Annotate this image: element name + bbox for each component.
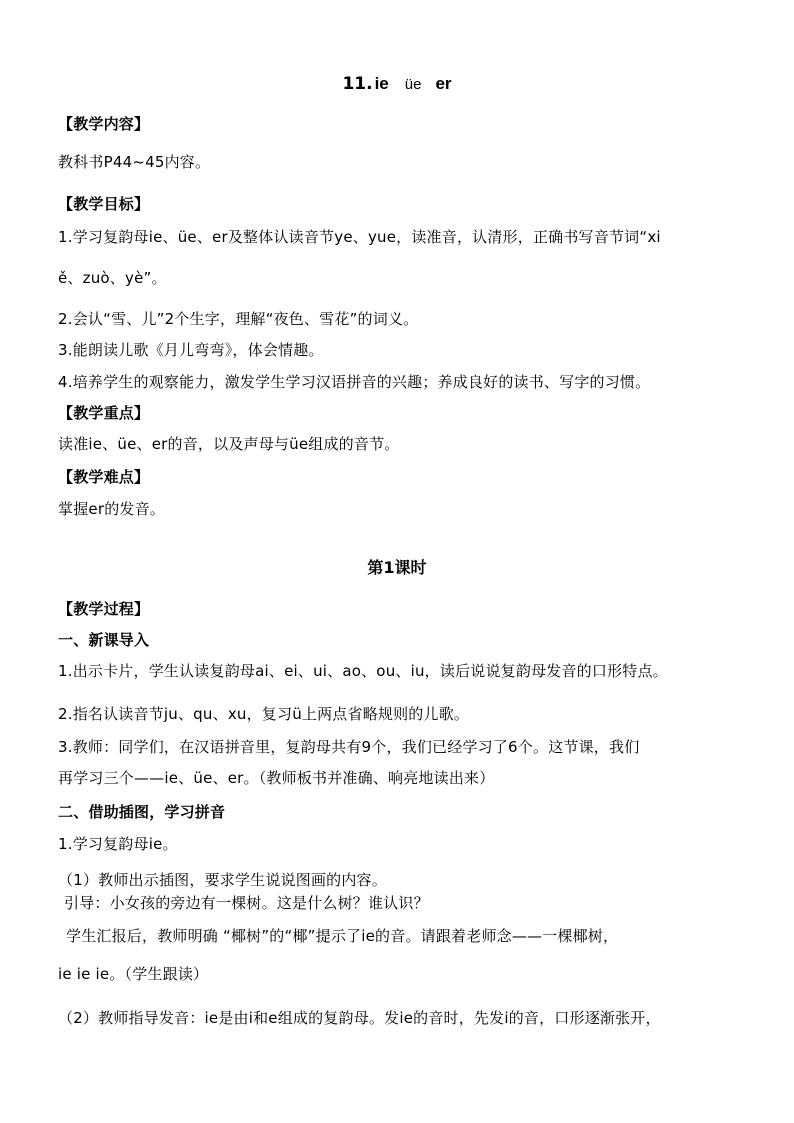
goals-heading: 【教学目标】 <box>58 195 150 213</box>
part-1-item-3-line-2: 再学习三个——ie、üe、er。（教师板书并准确、响亮地读出来） <box>58 769 495 787</box>
title-number: 11. <box>342 74 373 94</box>
part-2-step-1: （1）教师出示插图，要求学生说说图画的内容。 <box>58 871 387 889</box>
part-2-item-1: 1.学习复韵母ie。 <box>58 835 178 853</box>
part-2-heading: 二、借助插图，学习拼音 <box>58 803 226 821</box>
goal-1-line-1: 1.学习复韵母ie、üe、er及整体认读音节ye、yue，读准音，认清形，正确书写音节词“xi <box>58 228 661 246</box>
part-2-report-line-2: ie ie ie。（学生跟读） <box>58 965 209 983</box>
goal-3: 3.能朗读儿歌《月儿弯弯》，体会情趣。 <box>58 341 324 359</box>
goal-2: 2.会认“雪、儿”2个生字，理解“夜色、雪花”的词义。 <box>58 310 419 328</box>
part-1-item-2: 2.指名认读音节ju、qu、xu，复习ü上两点省略规则的儿歌。 <box>58 705 470 723</box>
key-text: 读准ie、üe、er的音，以及声母与üe组成的音节。 <box>58 435 400 453</box>
title-pinyin-er: er <box>435 74 452 93</box>
goal-1-line-2: ě、zuò、yè”。 <box>58 269 167 287</box>
title-pinyin-ue: üe <box>404 76 422 93</box>
part-2-report-line-1: 学生汇报后，教师明确 “椰树”的“椰”提示了ie的音。请跟着老师念——一棵椰树， <box>66 927 619 945</box>
key-heading: 【教学重点】 <box>58 404 150 422</box>
difficulty-text: 掌握er的发音。 <box>58 500 165 518</box>
document-title <box>0 70 794 98</box>
process-heading: 【教学过程】 <box>58 600 150 618</box>
content-text: 教科书P44~45内容。 <box>58 153 211 171</box>
part-2-guidance: 引导：小女孩的旁边有一棵树。这是什么树？谁认识？ <box>64 894 429 912</box>
part-2-step-2: （2）教师指导发音：ie是由i和e组成的复韵母。发ie的音时，先发i的音，口形逐渐张开， <box>58 1009 661 1027</box>
lesson-heading: 第1课时 <box>367 558 427 577</box>
content-heading: 【教学内容】 <box>58 115 150 133</box>
difficulty-heading: 【教学难点】 <box>58 468 150 486</box>
goal-4: 4.培养学生的观察能力，激发学生学习汉语拼音的兴趣；养成良好的读书、写字的习惯。 <box>58 373 651 391</box>
part-1-item-3-line-1: 3.教师：同学们，在汉语拼音里，复韵母共有9个，我们已经学习了6个。这节课，我们 <box>58 738 640 756</box>
title-pinyin-ie: ie <box>374 74 389 93</box>
part-1-item-1: 1.出示卡片，学生认读复韵母ai、ei、ui、ao、ou、iu，读后说说复韵母发音的口形特点。 <box>58 662 668 680</box>
part-1-heading: 一、新课导入 <box>58 631 150 649</box>
